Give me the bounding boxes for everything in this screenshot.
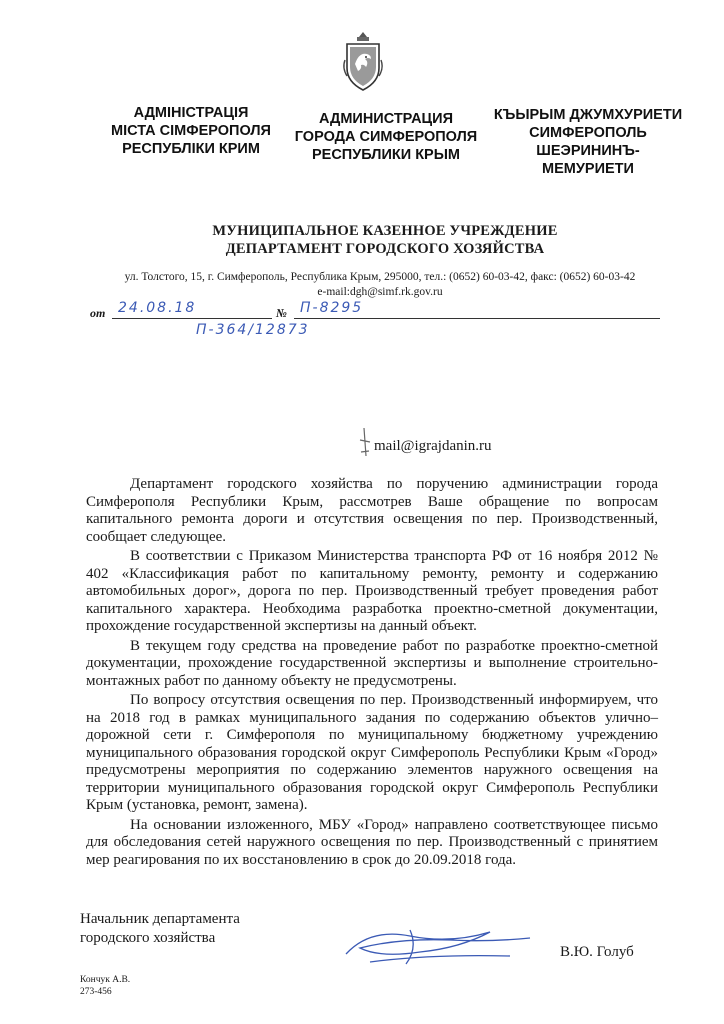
body-paragraph: По вопросу отсутствия освещения по пер. Производственный информируем, что на 2018 год в рамках муниципального задания по содержанию объектов улично–дорожной сети г. Симферополя по муниципальному бюджетному учреждению муниципального образования городской округ Симферополь Республики Крым «Город» предусмотрены мероприятия по содержанию элементов наружного освещения на территории муниципального образования городской округ Симферополь Республики Крым (установка, ремонт, замена). bbox=[86, 692, 658, 813]
recipient-email: mail@igrajdanin.ru bbox=[374, 438, 492, 454]
body-paragraph: На основании изложенного, МБУ «Город» направлено соответствующее письмо для обследования сетей наружного освещения по пер. Производственный с принятием мер реагирования по их восстановлению в срок до 20.09.2018 года. bbox=[86, 816, 658, 868]
from-label: от bbox=[90, 306, 106, 320]
executor-name: Кончук А.В. bbox=[80, 975, 131, 985]
department-email: e-mail:dgh@simf.rk.gov.ru bbox=[317, 286, 443, 298]
org-name-russian bbox=[288, 110, 484, 164]
org-ru-line: АДМИНИСТРАЦИЯ bbox=[318, 111, 453, 127]
executor-phone: 273-456 bbox=[80, 987, 112, 997]
handwritten-incoming-number: П-364/12873 bbox=[196, 322, 310, 338]
body-paragraph: В текущем году средства на проведение работ по разработке проектно-сметной документации, прохождение государственной экспертизы и выполнение строительно-монтажных работ по данному объекту не предусмотрены. bbox=[86, 637, 658, 689]
org-ua-line: РЕСПУБЛІКИ КРИМ bbox=[122, 141, 260, 157]
org-ua-line: МІСТА СІМФЕРОПОЛЯ bbox=[111, 123, 271, 139]
org-crh-line: ШЕЭРИНИНЪ- bbox=[536, 143, 640, 159]
department-title bbox=[120, 222, 650, 258]
department-line-2: ДЕПАРТАМЕНТ ГОРОДСКОГО ХОЗЯЙСТВА bbox=[225, 241, 545, 257]
signatory-position-line-2: городского хозяйства bbox=[80, 930, 216, 946]
handwritten-signature bbox=[340, 918, 540, 972]
org-crh-line: СИМФЕРОПОЛЬ bbox=[529, 125, 647, 141]
org-ru-line: ГОРОДА СИМФЕРОПОЛЯ bbox=[294, 129, 478, 145]
department-address: ул. Толстого, 15, г. Симферополь, Республика Крым, 295000, тел.: (0652) 60-03-42, факс: (0652) 60-03-42 bbox=[124, 271, 636, 283]
org-name-crimean-tatar bbox=[490, 106, 686, 178]
executor-info bbox=[80, 974, 130, 998]
signatory-position bbox=[80, 910, 240, 948]
signatory-name: В.Ю. Голуб bbox=[560, 944, 634, 960]
handwritten-mark-icon bbox=[358, 426, 372, 460]
number-label: № bbox=[276, 306, 287, 320]
org-crh-line: МЕМУРИЕТИ bbox=[542, 161, 634, 177]
org-ru-line: РЕСПУБЛИКИ КРЫМ bbox=[311, 147, 460, 163]
body-paragraph: В соответствии с Приказом Министерства транспорта РФ от 16 ноября 2012 № 402 «Классификация работ по капитальному ремонту, ремонту и содержанию автомобильных дорог», дорога по пер. Производственный требует проведения работ капитального характера. Необходима разработка проектно-сметной документации, прохождение государственной экспертизы на данный объект. bbox=[86, 548, 658, 634]
body-paragraph: Департамент городского хозяйства по поручению администрации города Симферополя Республики Крым, рассмотрев Ваше обращение по вопросам капитального ремонта дороги и отсутствия освещения по пер. Производственный, сообщает следующее. bbox=[86, 476, 658, 545]
handwritten-number: П-8295 bbox=[300, 300, 364, 316]
org-name-ukrainian bbox=[96, 104, 286, 158]
signatory-position-line-1: Начальник департамента bbox=[80, 911, 240, 927]
department-contacts bbox=[80, 270, 680, 300]
handwritten-date: 24.08.18 bbox=[118, 300, 197, 316]
org-ua-line: АДМІНІСТРАЦІЯ bbox=[133, 105, 249, 121]
letter-body bbox=[86, 476, 658, 871]
org-crh-line: КЪЫРЫМ ДЖУМХУРИЕТИ bbox=[493, 107, 683, 123]
crimea-coat-of-arms-icon bbox=[341, 30, 385, 92]
department-line-1: МУНИЦИПАЛЬНОЕ КАЗЕННОЕ УЧРЕЖДЕНИЕ bbox=[212, 223, 558, 239]
